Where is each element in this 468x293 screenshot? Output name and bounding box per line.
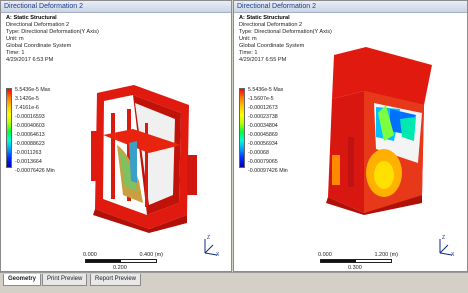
legend-label: -0.00056934 <box>248 141 278 147</box>
coordinate-system: Global Coordinate System <box>239 43 305 49</box>
legend-label: -0.00016593 <box>15 114 45 120</box>
analysis-name: A: Static Structural <box>239 15 290 21</box>
result-info <box>6 15 99 64</box>
legend-label: 7.4161e-6 <box>15 105 39 111</box>
scale-right-label: 0.400 (m) <box>139 252 163 258</box>
analysis-name: A: Static Structural <box>6 15 57 21</box>
result-unit: Unit: m <box>239 36 257 42</box>
view-tabs <box>0 272 468 293</box>
result-type: Type: Directional Deformation(Y Axis) <box>239 29 332 35</box>
legend-label: -0.00097426 Min <box>248 168 288 174</box>
legend-label: -0.00034804 <box>248 123 278 129</box>
legend-label: -0.00040603 <box>15 123 45 129</box>
legend-label: -0.00064613 <box>15 132 45 138</box>
scale-mid-label: 0.200 <box>113 265 127 271</box>
result-name: Directional Deformation 2 <box>6 22 70 28</box>
axis-z-label: Z <box>207 235 211 241</box>
axis-x-label: X <box>216 252 220 258</box>
viewport-title: Directional Deformation 2 <box>234 1 467 13</box>
legend-label: 3.1426e-5 <box>15 96 39 102</box>
coordinate-system: Global Coordinate System <box>6 43 72 49</box>
legend-color-bar <box>239 88 245 168</box>
result-name: Directional Deformation 2 <box>239 22 303 28</box>
result-time: Time: 1 <box>239 50 258 56</box>
legend-label: -0.0011263 <box>15 150 42 156</box>
legend-label: -0.00068 <box>248 150 269 156</box>
result-timestamp: 4/29/2017 6:53 PM <box>6 57 54 63</box>
viewport-right[interactable] <box>233 0 468 272</box>
tab-report-preview[interactable]: Report Preview <box>90 274 141 286</box>
viewport-left[interactable] <box>0 0 232 272</box>
scale-mid-label: 0.300 <box>348 265 362 271</box>
result-timestamp: 4/29/2017 6:55 PM <box>239 57 287 63</box>
result-unit: Unit: m <box>6 36 24 42</box>
legend-label: 5.5436e-5 Max <box>248 87 284 93</box>
result-time: Time: 1 <box>6 50 25 56</box>
legend-label: -0.00045869 <box>248 132 278 138</box>
fe-model-closed-box[interactable] <box>304 45 454 215</box>
tab-geometry[interactable]: Geometry <box>3 274 41 286</box>
legend-label: 5.5436e-5 Max <box>15 87 51 93</box>
axis-triad <box>432 235 456 259</box>
legend-label: -0.00076426 Min <box>15 168 55 174</box>
legend-label: -0.0013664 <box>15 159 42 165</box>
legend-label: -0.00023738 <box>248 114 278 120</box>
legend-label: -0.00088623 <box>15 141 45 147</box>
result-type: Type: Directional Deformation(Y Axis) <box>6 29 99 35</box>
tab-print-preview[interactable]: Print Preview <box>42 274 87 286</box>
legend-label: -1.5607e-5 <box>248 96 274 102</box>
legend-label: -0.00012673 <box>248 105 278 111</box>
axis-z-label: Z <box>442 235 446 241</box>
scale-right-label: 1.200 (m) <box>374 252 398 258</box>
fe-model-open-frame[interactable] <box>89 83 199 233</box>
scale-left-label: 0.000 <box>83 252 97 258</box>
scale-left-label: 0.000 <box>318 252 332 258</box>
viewport-title: Directional Deformation 2 <box>1 1 231 13</box>
axis-triad <box>197 235 221 259</box>
legend-color-bar <box>6 88 12 168</box>
axis-x-label: X <box>451 252 455 258</box>
legend-label: -0.00079065 <box>248 159 278 165</box>
